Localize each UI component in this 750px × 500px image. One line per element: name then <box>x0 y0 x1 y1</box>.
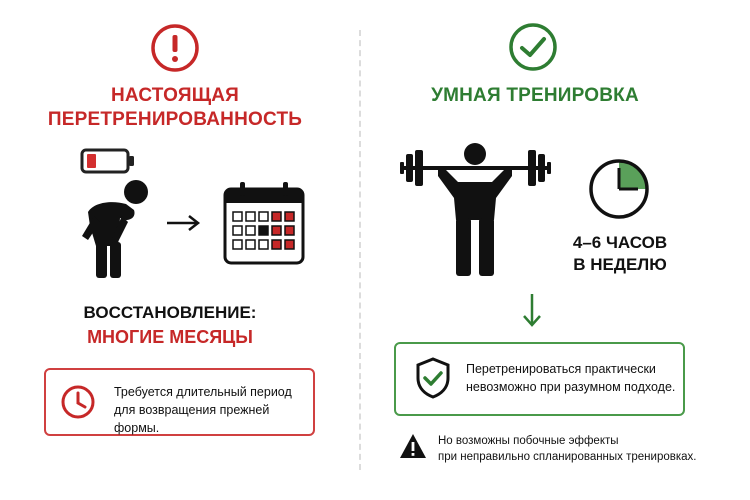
left-title-line2: ПЕРЕТРЕНИРОВАННОСТЬ <box>47 109 303 130</box>
right-info-line2: невозможно при разумном подходе. <box>466 380 676 394</box>
calendar-icon <box>222 180 306 266</box>
low-battery-icon <box>80 148 136 174</box>
quarter-clock-icon <box>586 156 652 222</box>
right-title: УМНАЯ ТРЕНИРОВКА <box>431 85 639 106</box>
weightlifter-icon <box>398 140 553 280</box>
arrow-down-icon <box>520 292 544 328</box>
left-title-line1: НАСТОЯЩАЯ <box>110 85 240 106</box>
arrow-right-icon <box>165 213 201 233</box>
recovery-label: ВОССТАНОВЛЕНИЕ: <box>83 303 257 322</box>
column-divider <box>359 30 361 470</box>
clock-icon <box>60 384 96 420</box>
shield-check-icon <box>414 356 452 400</box>
left-title <box>20 84 330 132</box>
right-info-text <box>466 360 678 396</box>
left-info-text <box>114 383 310 437</box>
right-info-line1: Перетренироваться практически <box>466 362 656 376</box>
tired-person-icon <box>64 176 156 280</box>
right-info-box <box>394 342 685 416</box>
left-info-line1: Требуется длительный период <box>114 385 292 399</box>
warning-line1: Но возможны побочные эффекты <box>438 435 619 447</box>
warning-text <box>438 433 738 465</box>
warning-triangle-icon <box>398 432 428 460</box>
recovery-value: МНОГИЕ МЕСЯЦЫ <box>87 327 253 347</box>
hours-label <box>558 232 682 276</box>
left-info-line2: для возвращения прежней формы. <box>114 403 270 435</box>
check-circle-icon <box>508 22 558 72</box>
hours-line2: В НЕДЕЛЮ <box>573 255 667 274</box>
hours-line1: 4–6 ЧАСОВ <box>572 233 668 252</box>
exclamation-circle-icon <box>150 23 200 73</box>
warning-line2: при неправильно спланированных тренировках. <box>438 451 697 463</box>
left-info-box <box>44 368 315 436</box>
